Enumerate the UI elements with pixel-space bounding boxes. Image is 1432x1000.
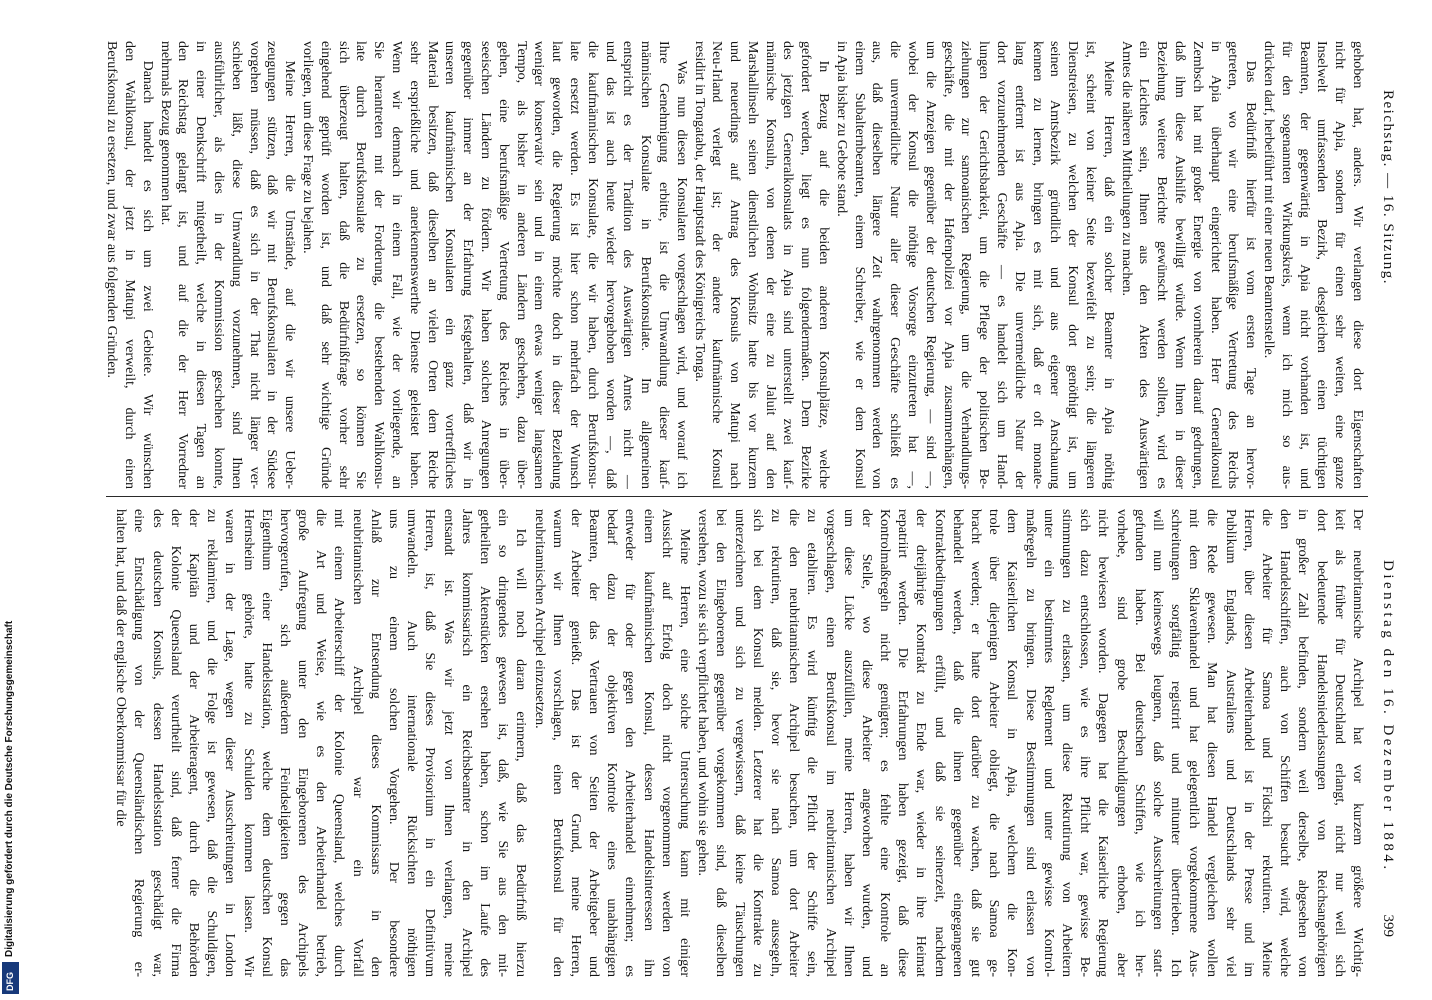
text-line: bedarf dazu der objektiven Kontrole eines unabhängigen: [604, 509, 620, 977]
text-line: Berufskonsul zu ersetzen, und zwar aus folgenden Gründen.: [104, 41, 120, 379]
text-line: entsandt ist. Was wir jetzt von Ihnen verlangen, meine: [440, 509, 456, 977]
text-line: unterzeichnen und sich zu vergewissern, daß keine Täuschungen: [731, 509, 747, 977]
text-line: late durch Berufskonsulate zu ersetzen, so können Sie: [353, 41, 369, 489]
text-line: Anlaß zur Entsendung dieses Kommissars in den: [367, 509, 383, 977]
text-line: zu etabliren. Es wird künftig die Pflicht der Schiffe sein,: [804, 509, 820, 977]
text-line: keit als früher für Deutschland erlangt, nicht nur weil sich: [1331, 509, 1347, 977]
text-line: des jetzigen Generalkonsulats in Apia sind unterstellt zwei kauf-: [780, 41, 796, 489]
text-line: in Apia überhaupt eingerichtet haben. Herr Generalkonsul: [1207, 41, 1223, 489]
text-line: getheilten Aktenstücken ersehen haben, schon im Laufe des: [477, 509, 492, 977]
paragraph: [111, 509, 529, 977]
text-line: Ihre Genehmigung erbitte, ist die Umwandlung dieser kauf-: [655, 41, 671, 489]
text-line: der Stelle, wo diese Arbeiter angeworben wurden, und: [858, 509, 874, 977]
text-line: Was nun diesen Konsulaten vorgeschlagen wird, und worauf ich: [673, 60, 689, 489]
text-line: einem Subalternbeamten, einem Schreiber, wie er dem Konsul: [851, 41, 867, 489]
text-line: getreten, wo wir eine berufsmäßige Vertretung des Reichs: [1225, 41, 1241, 489]
text-line: entspricht es der Tradition des Auswärtigen Amtes nicht —: [620, 41, 636, 489]
left-column: [102, 41, 1366, 489]
text-line: Tempo, als bisher in anderen Ländern geschehen, dazu über-: [513, 41, 529, 489]
text-line: und das ist auch heute wieder hervorgehoben worden —, daß: [602, 41, 618, 489]
text-line: stimmungen zu erlassen, um diese Rekrutirung von Arbeitern: [1059, 509, 1074, 977]
text-line: daß ihm diese Aushilfe bewilligt würde. Wenn Ihnen in dieser: [1172, 41, 1188, 489]
paragraph: [102, 41, 155, 489]
text-line: trole über diejenigen Arbeiter obliegt, die nach Samoa ge-: [986, 509, 1002, 977]
text-line: weniger konservativ sein und in einem etwas weniger langsamen: [531, 41, 547, 489]
text-line: neubritannischen Archipel einzusetzen.: [531, 509, 547, 729]
text-line: in einer Denkschrift mitgetheilt, welche in diesen Tagen an: [193, 41, 209, 489]
text-line: und neuerdings auf Antrag des Konsuls von Matupi nach: [727, 41, 743, 489]
text-line: die den neubritannischen Archipel besuchen, um dort Arbeiter: [786, 509, 802, 977]
text-line: Das Bedürfniß hierfür ist vom ersten Tage an hervor-: [1243, 60, 1259, 489]
text-line: die Art und Weise, wie es den Arbeiterhandel betrieb,: [313, 509, 329, 977]
text-line: Aussicht auf Erfolg doch nicht vorgenommen werden von: [658, 509, 674, 977]
text-line: ein so dringendes gewesen ist, daß, wie Sie aus den mit-: [495, 509, 511, 977]
text-line: repatriirt werden. Die Erfahrungen haben gezeigt, daß diese: [895, 509, 911, 977]
paragraph: [156, 41, 298, 489]
text-line: wobei der Konsul die nöthige Vorsorge einzutreten hat —,: [905, 41, 921, 489]
text-line: dem Kaiserlichen Konsul in Apia, welchem die Kon-: [1004, 509, 1020, 977]
text-line: in Apia bisher zu Gebote stand.: [833, 41, 849, 217]
text-line: eine Entschädigung von der Queensländischen Regierung er-: [131, 509, 147, 977]
text-line: sich dazu entschlossen, wie es ihre Pflicht war, gewisse Be-: [1077, 509, 1093, 977]
paragraph: [1259, 41, 1366, 489]
text-line: laut geworden, die Regierung möchte doch in dieser Beziehung: [549, 41, 565, 489]
text-line: Herren, ist, daß Sie dieses Provisorium in ein Definitivum: [422, 509, 438, 977]
text-line: Der neubritannische Archipel hat vor kurzem größere Wichtig-: [1350, 509, 1365, 977]
text-line: gehoben hat, anders. Wir verlangen diese dort Eigenschaften: [1350, 41, 1365, 489]
text-line: Meine Herren, eine solche Untersuchung kann mit einiger: [677, 528, 693, 977]
text-line: aus, daß dieselben längere Zeit wahrgenommen werden von: [869, 41, 885, 489]
text-line: vorliegen, um diese Frage zu bejahen.: [299, 41, 315, 254]
right-column: [111, 509, 1366, 977]
text-line: verstehen, wozu sie sich verpflichtet haben, und wohin sie gehen.: [695, 509, 711, 877]
text-line: drücken darf, herbeiführt mit einer neuen Beamtenstelle.: [1261, 41, 1277, 359]
text-line: sich bei dem Konsul melden. Letzterer hat die Kontrakte zu: [749, 509, 765, 977]
text-line: Ich will noch daran erinnern, daß das Bedürfniß hierzu: [513, 528, 529, 977]
text-line: zeugungen stützen, daß wir mit Berufskonsulaten in der Südsee: [264, 41, 280, 489]
text-line: Jahres kommissarisch ein Reichsbeamter in den Archipel: [458, 509, 474, 977]
text-line: Zembsch hat mit großer Energie von vornherein darauf gedrungen,: [1189, 41, 1205, 489]
paragraph: [529, 509, 693, 977]
text-line: gefordert werden, liegt es nun folgendermaßen. Dem Bezirke: [798, 41, 814, 489]
text-line: die unvermeidliche Natur aller dieser Geschäfte schließt es: [887, 41, 903, 489]
text-line: den Wahlkonsul, der jetzt in Matupi verweilt, durch einen: [122, 41, 138, 489]
text-line: warum wir Ihnen vorschlagen, einen Berufskonsul für den: [549, 509, 565, 977]
text-line: Kontrolmaßregeln nicht genügten; es fehlte eine Kontrole an: [877, 509, 893, 977]
text-line: residirt in Tongatabu, der Hauptstadt des Königreichs Tonga.: [691, 41, 707, 382]
text-line: schieben läßt, diese Umwandlung vorzunehmen, sind Ihnen: [228, 41, 244, 489]
text-line: Danach handelt es sich um zwei Gebiete. Wir wünschen: [139, 60, 155, 489]
text-line: der Kapitän und der Arbeiteragent, durch die Behörden: [186, 509, 201, 977]
text-line: gefunden haben. Bei deutschen Schiffen, wie ich her-: [1131, 509, 1147, 977]
dfg-logo: [2, 962, 19, 994]
text-line: eingehend geprüft worden ist, und daß sehr wichtige Gründe: [317, 41, 333, 489]
running-header: [1376, 35, 1398, 985]
text-line: In Bezug auf die beiden anderen Konsulplätze, welche: [816, 60, 832, 489]
text-line: Sie herantreten mit der Forderung, die bestehenden Wahlkonsu-: [371, 41, 387, 489]
text-line: zu reklamiren, und die Folge ist gewesen, daß die Schuldigen,: [204, 509, 220, 977]
text-line: lang entfernt ist aus Apia. Die unvermeidliche Natur der: [1011, 41, 1027, 489]
text-line: für den sogenannten Wirkungskreis, wenn ich mich so aus-: [1278, 41, 1294, 489]
text-line: Hernsheim gehörte, hatte zu Schulden kommen lassen. Wir: [240, 509, 256, 977]
text-line: Material besitzen, daß dieselben an vielen Orten dem Reiche: [424, 41, 440, 489]
text-line: ziehungen zur samoanischen Regierung, um die Verhandlungs-: [958, 41, 974, 489]
banner-text: Digitalisierung gefördert durch die Deutsche Forschungsgemeinschaft: [4, 620, 15, 957]
text-line: vorgeschlagen, einen Berufskonsul im neubritannischen Archipel: [822, 509, 838, 977]
text-line: umwandeln. Auch internationale Rücksichten nöthigen: [404, 509, 420, 977]
text-line: Neu-Irland verlegt ist; der andere kaufmännische Konsul: [709, 41, 725, 489]
text-line: seeischen Ländern zu fördern. Wir haben solchen Anregungen: [477, 41, 493, 489]
text-line: mit dem Sklavenhandel und hat gelegentlich vorgekommene Aus-: [1186, 509, 1202, 977]
text-line: halten hat, und daß der englische Oberkommissar für die: [113, 509, 129, 827]
text-line: uns zu einem solchen Vorgehen. Der besondere: [386, 509, 402, 977]
text-line: um die Anzeigen gegenüber der deutschen Regierung, — sind —,: [922, 41, 938, 489]
text-line: late ersetzt werden. Es ist hier schon mehrfach der Wunsch: [566, 41, 582, 489]
text-line: Beamten, der gegenwärtig in Apia nicht vorhanden ist, und: [1296, 41, 1312, 489]
text-line: Herren, über diesen Arbeiterhandel ist in der Presse und im: [1240, 509, 1256, 977]
text-line: Publikum Englands, Australiens und Deutschlands sehr viel: [1222, 509, 1238, 977]
text-line: der dreijährige Kontrakt zu Ende war, wieder in ihre Heimat: [913, 509, 929, 977]
text-line: gehen, eine berufsmäßige Vertretung des Reiches in über-: [495, 41, 511, 489]
text-line: Beziehung weitere Berichte gewünscht werden sollten, wird es: [1154, 41, 1170, 489]
text-line: neubritannischen Archipel war ein Vorfall: [349, 509, 365, 977]
text-line: in großer Zahl befinden, sondern weil derselbe, abgesehen von: [1295, 509, 1311, 977]
text-line: ausführlicher, als dies in der Kommission geschehen konnte,: [211, 41, 226, 489]
text-line: die Rede gewesen. Man hat diesen Handel vergleichen wollen: [1204, 509, 1220, 977]
text-line: schreitungen sorgfältig registrirt und mitunter übertrieben. Ich: [1168, 509, 1184, 977]
text-line: sich überzeugt halten, daß die Bedürfnißfrage vorher sehr: [335, 41, 351, 489]
text-line: waren in der Lage, wegen dieser Ausschreitungen in London: [222, 509, 238, 977]
header-session: Reichstag. — 16. Sitzung.: [1380, 90, 1396, 285]
text-line: Beamten, der das Vertrauen von Seiten der Arbeitgeber und: [586, 509, 602, 977]
text-line: nicht für Apia, sondern für einen sehr weiten, eine ganze: [1332, 41, 1348, 489]
text-line: Amtes die näheren Mittheilungen zu machen.: [1118, 41, 1134, 297]
text-line: um diese Lücke auszufüllen, meine Herren, haben wir Ihnen: [840, 509, 856, 977]
text-line: kennen zu lernen, bringen es mit sich, daß er oft monate-: [1029, 41, 1045, 489]
text-line: Meine Herren, die Umstände, auf die wir unsere Ueber-: [282, 60, 298, 489]
text-line: den Reichstag gelangt ist, und auf die der Herr Vorredner: [175, 41, 191, 489]
text-line: gegenüber immer an der Erfahrung festgehalten, daß wir in: [460, 41, 476, 489]
text-line: dort bedeutende Handelsniederlassungen von Reichsangehörigen: [1313, 509, 1329, 977]
page-number: 399: [1380, 914, 1396, 937]
paragraph: [693, 509, 1366, 977]
text-line: behandelt werden, daß die ihnen gegenüber eingegangenen: [949, 509, 965, 977]
text-line: nicht bewiesen worden. Dagegen hat die Kaiserliche Regierung: [1095, 509, 1111, 977]
text-line: Meine Herren, daß ein solcher Beamter in Apia nöthig: [1100, 60, 1116, 489]
text-line: den Handelsschiffen, auch von Schiffen besucht wird, welche: [1277, 509, 1293, 977]
text-line: des deutschen Konsuls, dessen Handelsstation geschädigt war,: [149, 509, 165, 977]
dfg-logo-text: DFG: [5, 972, 15, 991]
text-line: die kaufmännischen Konsulate, die wir haben, durch Berufskonsu-: [584, 41, 600, 489]
text-line: vorhebe, sind grobe Beschuldigungen erhoben, aber: [1113, 509, 1129, 977]
text-line: entweder für oder gegen den Arbeiterhandel einnehmen; es: [622, 509, 638, 977]
text-line: der Arbeiter genießt. Das ist der Grund, meine Herren,: [567, 509, 583, 977]
text-line: ein Leichtes sein, Ihnen aus den Akten des Auswärtigen: [1136, 41, 1152, 489]
paragraph: [832, 41, 1117, 489]
text-line: männischen Konsulate in Berufskonsulate. Im allgemeinen: [638, 41, 654, 489]
paragraph: [298, 41, 690, 489]
column-divider: [106, 496, 1368, 497]
text-line: bei den Eingeborenen gegenüber vorgekommen sind, daß dieselben: [713, 509, 729, 977]
text-line: maßregeln zu bringen. Diese Bestimmungen sind erlassen von: [1022, 509, 1038, 977]
text-line: Wenn wir demnach in einem Fall, wie der vorliegende, an: [388, 41, 404, 489]
text-line: dort vorzunehmenden Geschäfte — es handelt sich um Hand-: [994, 41, 1010, 489]
text-line: der Kolonie Queensland verurtheilt sind, daß ferner die Firma: [167, 509, 183, 977]
paragraph: [690, 41, 832, 489]
text-line: mehrmals Bezug genommen hat.: [157, 41, 173, 226]
text-line: zu rekrutiren, daß sie, bevor sie nach Samoa aussegeln,: [768, 509, 783, 977]
text-line: seinen Amtsbezirk gründlich und aus eigener Anschauung: [1047, 41, 1063, 489]
text-line: Kontraktbedingungen erfüllt, und daß sie seinerzeit, nachdem: [931, 509, 947, 977]
text-line: hervorgerufen, sich außerdem Feindseligkeiten gegen das: [276, 509, 292, 977]
text-line: mit einem Arbeiterschiff der Kolonie Queensland, welches durch: [331, 509, 347, 977]
text-line: Dienstreisen, zu welchen der Konsul dort genöthigt ist, um: [1065, 41, 1081, 489]
text-line: Inselwelt umfassenden Bezirk, desgleichen einen tüchtigen: [1314, 41, 1330, 489]
text-line: geschäfte, die mit der Hafenpolizei vor Apia zusammenhängen,: [940, 41, 956, 489]
text-line: lungen der Gerichtsbarkeit, um die Pflege der politischen Be-: [976, 41, 992, 489]
paragraph: [1117, 41, 1259, 489]
text-line: Marshallinseln seinen dienstlichen Wohnsitz hatte bis vor kurzem: [744, 41, 760, 489]
text-line: ist, scheint von keiner Seite bezweifelt zu sein; die längeren: [1083, 41, 1099, 489]
scanned-page: [100, 35, 1400, 985]
text-line: unter ein bestimmtes Reglement und unter gewisse Kontrol-: [1040, 509, 1056, 977]
header-date: Dienstag den 16. Dezember 1884.: [1380, 560, 1396, 873]
text-line: vorgehen müssen, daß es sich in der That nicht länger ver-: [246, 41, 262, 489]
text-line: bracht werden; er hatte dort darüber zu wachen, daß sie gut: [968, 509, 984, 977]
text-line: einem kaufmännischen Konsul, dessen Handelsinteressen ihn: [640, 509, 656, 977]
text-line: will nun keineswegs leugnen, daß solche Ausschreitungen statt-: [1149, 509, 1165, 977]
text-line: Eigenthum einer Handelsstation, welche dem deutschen Konsul: [258, 509, 274, 977]
text-line: die Arbeiter für Samoa und Fidschi rekrutiren. Meine: [1259, 509, 1275, 977]
text-line: unseren kaufmännischen Konsulaten ein ganz vortreffliches: [442, 41, 458, 489]
text-line: männische Konsuln, von denen der eine zu Jaluit auf den: [762, 41, 778, 489]
text-line: große Aufregung unter den Eingeborenen des Archipels: [295, 509, 311, 977]
text-line: sehr ersprießliche und anerkennenswerthe Dienste geleistet haben.: [406, 41, 422, 489]
